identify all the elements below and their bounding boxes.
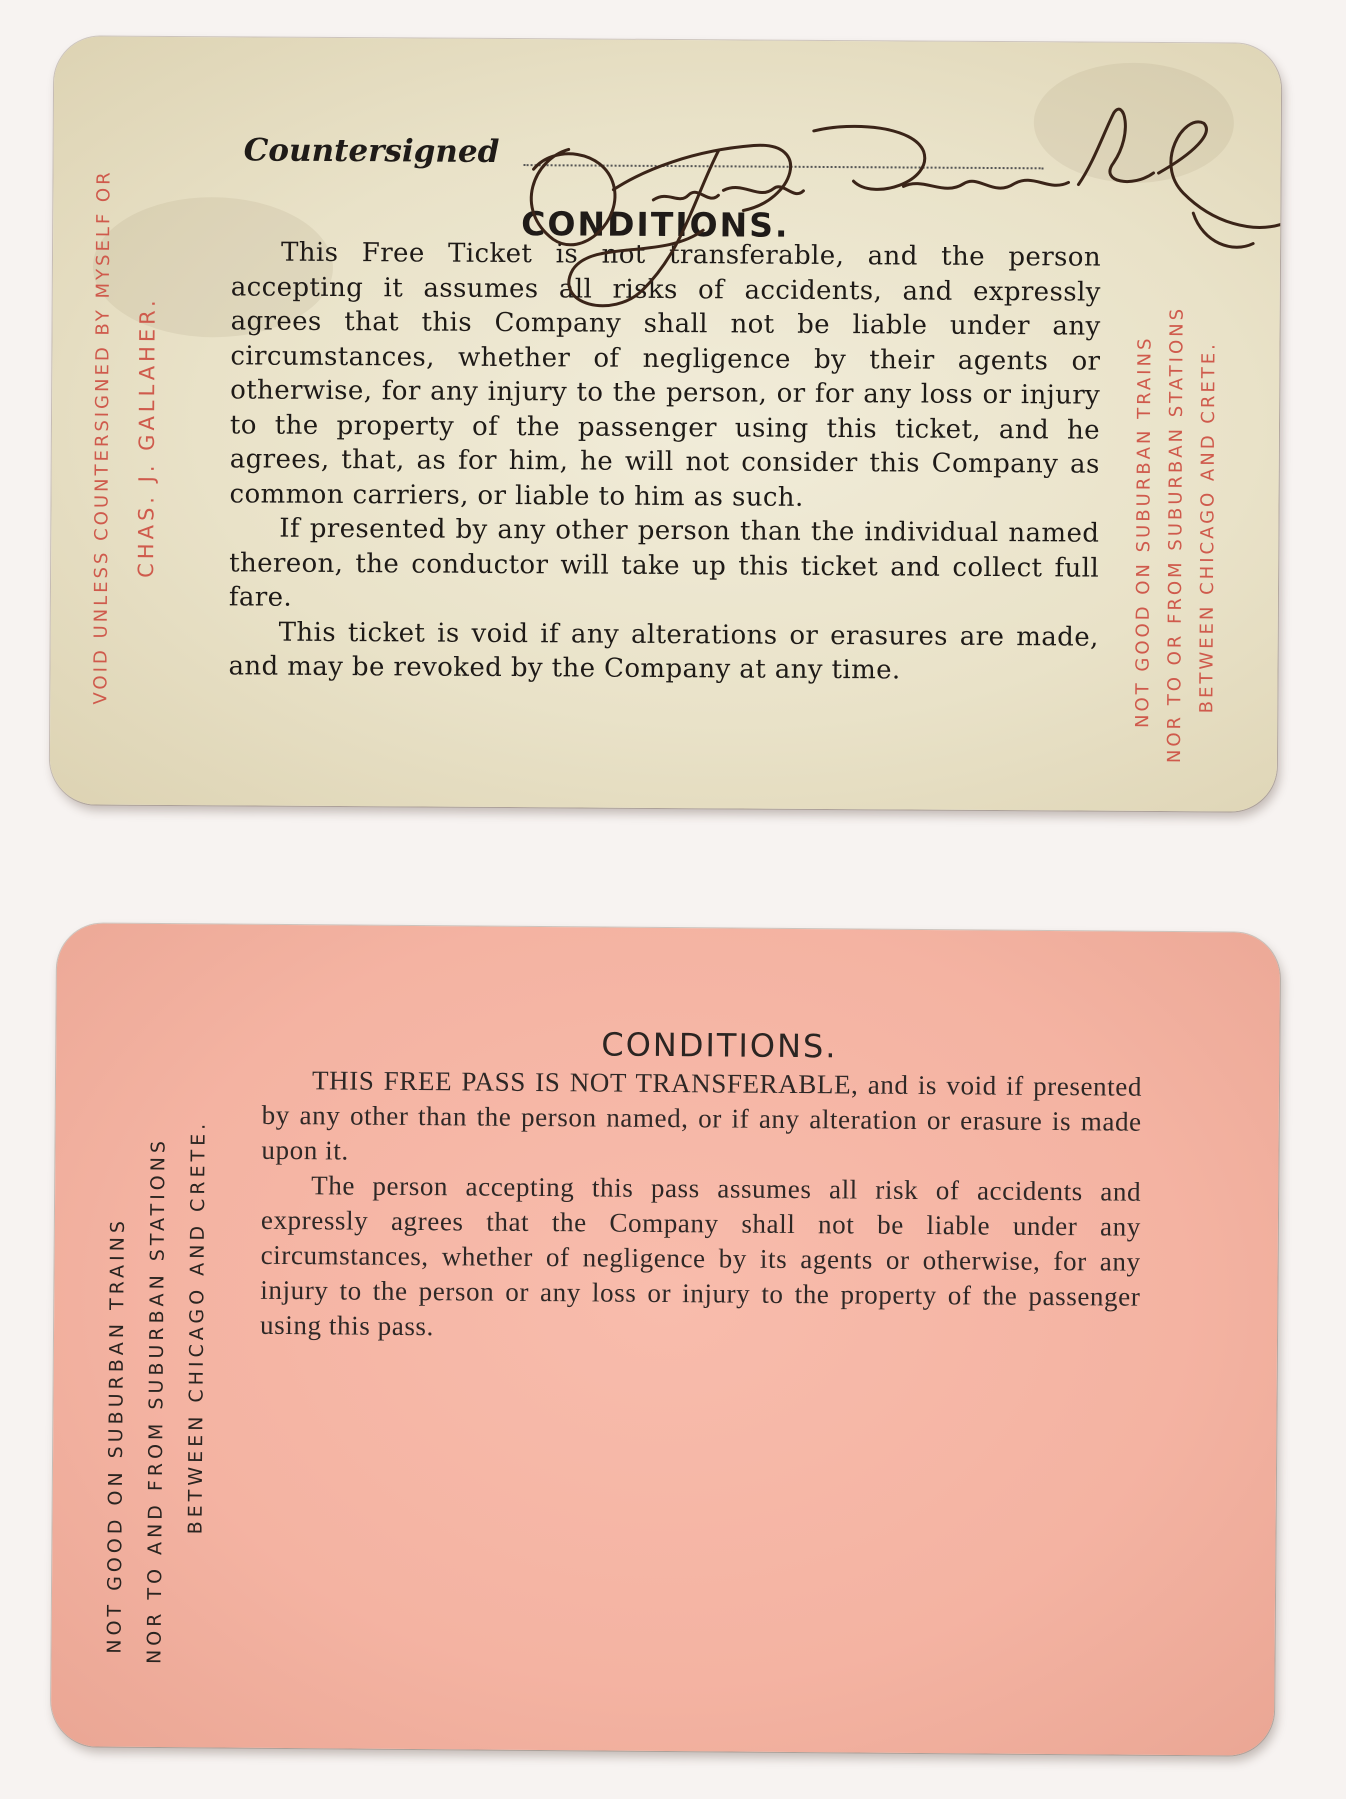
pass-card-back: [51, 923, 1280, 1756]
conditions-heading: CONDITIONS.: [521, 204, 790, 245]
between-chicago-crete-line: BETWEEN CHICAGO AND CRETE.: [184, 1119, 210, 1535]
conditions-paragraph: The person accepting this pass assumes all risk of accidents and expressly agrees that the Company shall not be liable under any circumstances, whether of negligence by its agents or otherwise, for any injury to the person or any loss or injury to the property of the passenger using this pass.: [259, 1170, 1142, 1342]
signature-line: [524, 164, 1044, 169]
between-chicago-crete-line: BETWEEN CHICAGO AND CRETE.: [1196, 341, 1220, 714]
ticket-card-back: [50, 36, 1282, 811]
conditions-body: [260, 1063, 1142, 1350]
not-good-suburban-trains-line: NOT GOOD ON SUBURBAN TRAINS: [1132, 335, 1156, 728]
nor-to-and-from-suburban-line: NOR TO AND FROM SUBURBAN STATIONS: [143, 1136, 170, 1665]
conditions-paragraph: THIS FREE PASS IS NOT TRANSFERABLE, and is void if presented by any other than the person named, or if any alteration or erasure is made upon it.: [261, 1065, 1143, 1166]
conditions-paragraph: If presented by any other person than the individual named thereon, the conductor will take up this ticket and collect full fare.: [228, 513, 1100, 613]
gallaher-name-line: CHAS. J. GALLAHER.: [134, 296, 160, 578]
void-unless-countersigned-line: VOID UNLESS COUNTERSIGNED BY MYSELF OR: [90, 168, 115, 705]
not-good-suburban-trains-line: NOT GOOD ON SUBURBAN TRAINS: [103, 1216, 129, 1654]
conditions-paragraph: This ticket is void if any alterations or erasures are made, and may be revoked by the Company at any time.: [228, 617, 1099, 686]
countersigned-label: Countersigned: [243, 132, 500, 170]
conditions-heading: CONDITIONS.: [601, 1025, 838, 1066]
nor-to-from-suburban-line: NOR TO OR FROM SUBURBAN STATIONS: [1163, 305, 1188, 764]
conditions-paragraph: This Free Ticket is not transferable, and the person accepting it assumes all risks of accidents, and expressly agrees that this Company shall not be liable under any circumstances, whether of negligence by their agents or otherwise, for any injury to the person, or for any loss or injury to the property of the passenger using this ticket, and he agrees, that, as for him, he will not consider this Company as common carriers, or liable to him as such.: [229, 237, 1102, 513]
conditions-body: [228, 235, 1101, 689]
